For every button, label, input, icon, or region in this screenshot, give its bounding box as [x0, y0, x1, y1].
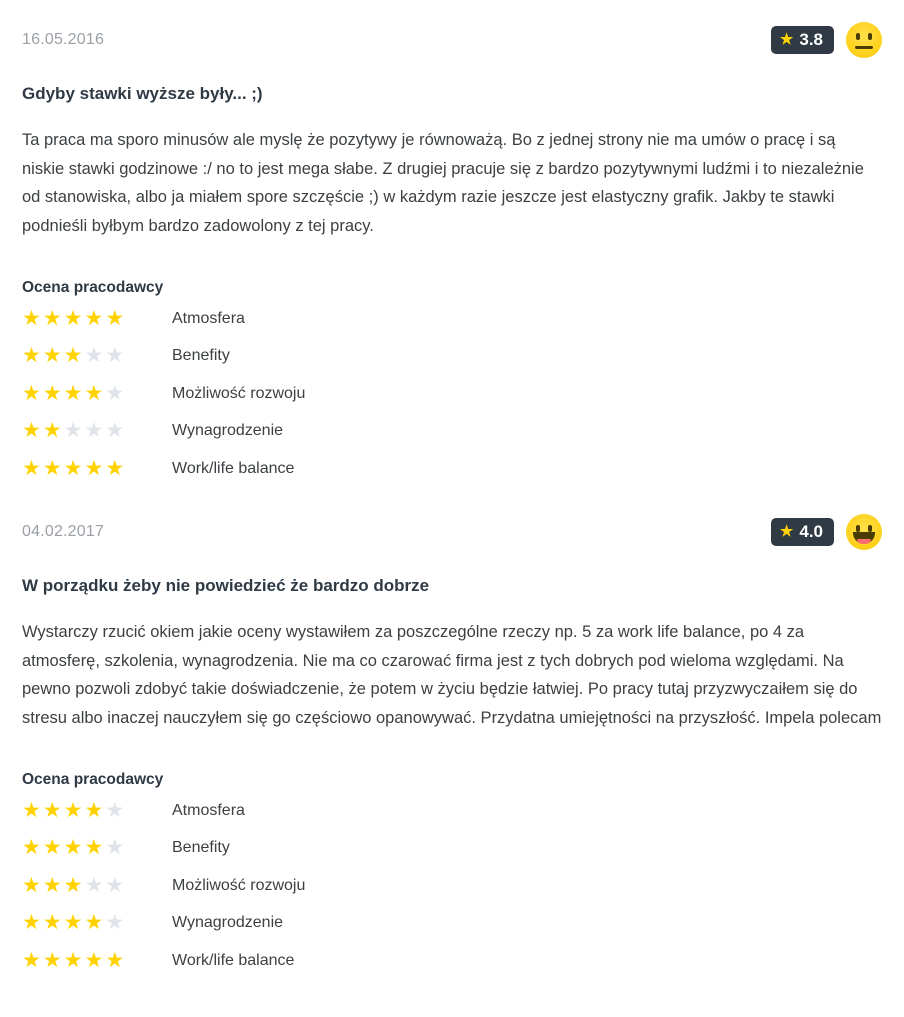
review-header — [22, 514, 882, 550]
review-date: 04.02.2017 — [22, 523, 105, 540]
rating-label: Benefity — [172, 347, 230, 365]
rating-row — [22, 341, 882, 371]
neutral-face-icon — [846, 22, 882, 58]
mouth — [855, 46, 873, 49]
rating-stars: ★★★★★ — [22, 948, 127, 972]
review-title: Gdyby stawki wyższe były... ;) — [22, 84, 263, 103]
rating-label: Wynagrodzenie — [172, 914, 284, 932]
rating-stars: ★★★★★ — [22, 344, 127, 368]
review-header — [22, 22, 882, 58]
rating-row — [22, 833, 882, 863]
review-item — [22, 484, 882, 976]
rating-stars: ★★★★★ — [22, 911, 127, 935]
eye-right — [868, 525, 872, 532]
rating-stars: ★★★★★ — [22, 419, 127, 443]
star-icon: ★ — [779, 31, 794, 48]
rating-stars: ★★★★★ — [22, 306, 127, 330]
rating-stars: ★★★★★ — [22, 381, 127, 405]
rating-row — [22, 871, 882, 901]
rating-label: Atmosfera — [172, 802, 245, 820]
rating-row — [22, 454, 882, 484]
ratings-heading: Ocena pracodawcy — [22, 278, 164, 296]
ratings-heading: Ocena pracodawcy — [22, 770, 164, 788]
rating-stars: ★★★★★ — [22, 836, 127, 860]
review-date: 16.05.2016 — [22, 31, 105, 48]
happy-face-icon — [846, 514, 882, 550]
rating-label: Benefity — [172, 839, 230, 857]
mouth — [853, 532, 875, 544]
rating-label: Możliwość rozwoju — [172, 384, 306, 402]
rating-stars: ★★★★★ — [22, 873, 127, 897]
eye-left — [856, 525, 860, 532]
rating-row — [22, 304, 882, 334]
rating-label: Work/life balance — [172, 459, 295, 477]
review-item — [22, 0, 882, 484]
review-body: Ta praca ma sporo minusów ale myslę że pozytywy je równoważą. Bo z jednej strony nie ma umów o pracę i są niskie stawki godzinowe :/ no to jest mega słabe. Z drugiej pracuje się z bardzo pozytywnymi ludźmi i to niezależnie od stanowiska, albo ja miałem spore szczęście ;) w każdym razie jeszcze jest elastyczny grafik. Jakby te stawki podnieśli byłbym bardzo zadowolony z tej pracy. — [22, 131, 864, 236]
review-title: W porządku żeby nie powiedzieć że bardzo dobrze — [22, 576, 430, 595]
score-value: 4.0 — [799, 522, 823, 541]
spacer-between-reviews — [22, 484, 882, 514]
score-value: 3.8 — [799, 30, 823, 49]
status-badge — [771, 518, 834, 546]
rating-row — [22, 946, 882, 976]
rating-row — [22, 908, 882, 938]
rating-stars: ★★★★★ — [22, 456, 127, 480]
rating-label: Wynagrodzenie — [172, 422, 284, 440]
rating-row — [22, 416, 882, 446]
rating-label: Atmosfera — [172, 310, 245, 328]
status-badge — [771, 26, 834, 54]
eye-left — [856, 33, 860, 40]
eye-right — [868, 33, 872, 40]
rating-row — [22, 379, 882, 409]
rating-label: Możliwość rozwoju — [172, 876, 306, 894]
spacer-top — [22, 0, 882, 22]
star-icon: ★ — [779, 523, 794, 540]
rating-stars: ★★★★★ — [22, 798, 127, 822]
review-body: Wystarczy rzucić okiem jakie oceny wystawiłem za poszczególne rzeczy np. 5 za work life balance, po 4 za atmosferę, szkolenia, wynagrodzenia. Nie ma co czarować firma jest z tych dobrych pod wieloma względami. Na pewno pozwoli zdobyć takie doświadczenie, że potem w życiu będzie łatwiej. Po pracy tutaj przyzwyczaiłem się do stresu albo inaczej nauczyłem się go częściowo opanowywać. Przydatna umiejętności na przyszłość. Impela polecam — [22, 623, 882, 728]
rating-row — [22, 796, 882, 826]
review-header-right — [771, 22, 882, 58]
rating-label: Work/life balance — [172, 951, 295, 969]
review-header-right — [771, 514, 882, 550]
